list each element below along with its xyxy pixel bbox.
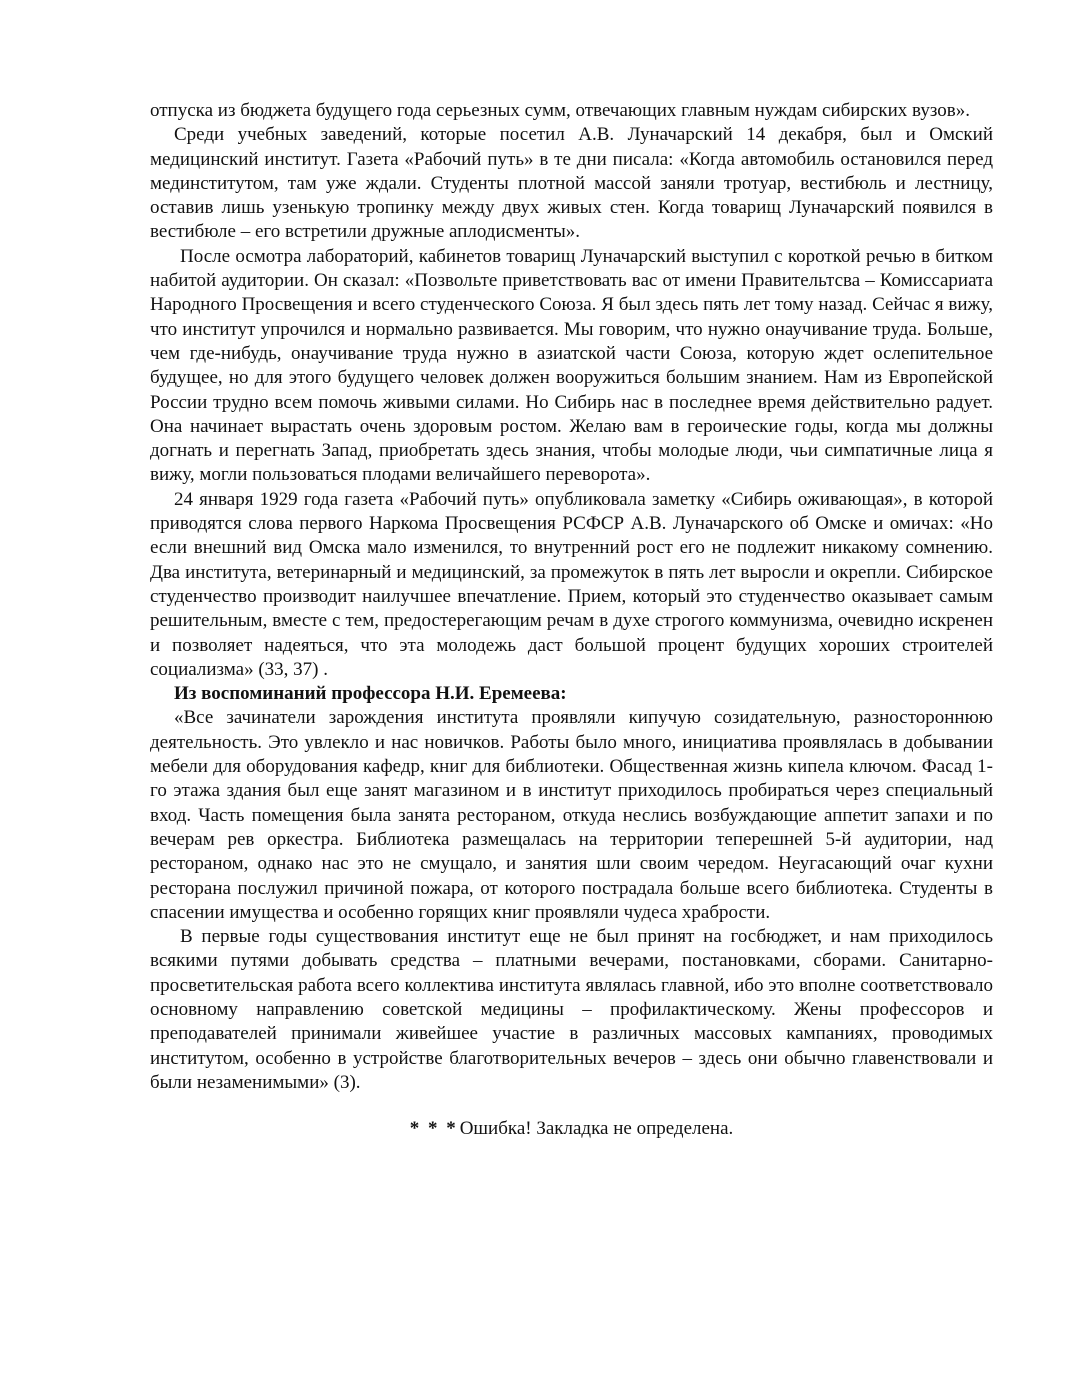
footer-error-line [150, 1117, 993, 1141]
section-separator-stars: * * * [409, 1118, 458, 1140]
paragraph-memoir-founders: «Все зачинатели зарождения института проявляли кипучую созидательную, разностороннюю деятельность. Это увлекло и нас новичков. Работы было много, инициатива проявлялась в добывании мебели для оборудования кафедр, книг для библиотеки. Общественная жизнь кипела ключом. Фасад 1-го этажа здания был еще занят магазином и в институт приходилось пробираться через специальный вход. Часть помещения была занята рестораном, откуда неслись возбуждающие аппетит запахи и по вечерам рев оркестра. Библиотека размещалась на территории теперешней 5-й аудитории, над рестораном, однако нас это не смущало, и занятия шли своим чередом. Неугасающий очаг кухни ресторана послужил причиной пожара, от которого пострадала больше всего библиотека. Студенты в спасении имущества и особенно горящих книг проявляли чудеса храбрости. [150, 707, 993, 923]
bookmark-error-text: Ошибка! Закладка не определена. [459, 1118, 734, 1140]
document-page [150, 99, 993, 1141]
paragraph-memoir-early-years: В первые годы существования институт еще не был принят на госбюджет, и нам приходилось всякими путями добывать средства – платными вечерами, постановками, сборами. Санитарно-просветительская работа всего коллектива института являлась главной, ибо это вполне соответствовало основному направлению советской медицины – профилактическому. Жены профессоров и преподавателей принимали живейшее участие в различных массовых кампаниях, проводимых институтом, особенно в устройстве благотворительных вечеров – здесь они обычно главенствовали и были незаменимыми» (3). [150, 926, 993, 1093]
paragraph-institutions-visit: Среди учебных заведений, которые посетил А.В. Луначарский 14 декабря, был и Омский медицинский институт. Газета «Рабочий путь» в те дни писала: «Когда автомобиль остановился перед мединститутом, там уже ждали. Студенты плотной массой заняли тротуар, вестибюль и лестницу, оставив лишь узенькую тропинку между двух живых стен. Когда товарищ Луначарский появился в вестибюле – его встретили дружные аплодисменты». [150, 124, 993, 243]
paragraph-newspaper-note: 24 января 1929 года газета «Рабочий путь» опубликовала заметку «Сибирь оживающая», в которой приводятся слова первого Наркома Просвещения РСФСР А.В. Луначарского об Омске и омичах: «Но если внешний вид Омска мало изменился, то внутренний рост его не подлежит никакому сомнению. Два института, ветеринарный и медицинский, за промежуток в пять лет выросли и окрепли. Сибирское студенчество производит наилучшее впечатление. Прием, который это студенчество оказывает самым решительным, вместе с тем, предостерегающим речам в духе строгого коммунизма, очевидно искренен и позволяет надеяться, что эта молодежь даст большой процент будущих хороших строителей социализма» (33, 37) . [150, 488, 993, 680]
paragraph-lunacharsky-speech: После осмотра лабораторий, кабинетов товарищ Луначарский выступил с короткой речью в битком набитой аудитории. Он сказал: «Позвольте приветствовать вас от имени Правительтсва – Комиссариата Народного Просвещения и всего студенческого Союза. Я был здесь пять лет тому назад. Сейчас я вижу, что институт упрочился и нормально развивается. Мы говорим, что нужно онаучивание труда. Больше, чем где-нибудь, онаучивание труда нужно в азиатской части Союза, которую ждет ослепительное будущее, но для этого будущего человек должен вооружиться большим знанием. Нам из Европейской России трудно всем помочь живыми силами. Но Сибирь нас в последнее время действительно радует. Она начинает вырастать очень здоровым ростом. Желаю вам в героические годы, когда мы должны догнать и перегнать Запад, приобретать здесь знания, чтобы молодые люди, чьи симпатичные лица я вижу, могли пользоваться плодами величайшего переворота». [150, 245, 993, 486]
section-heading: Из воспоминаний профессора Н.И. Еремеева: [174, 683, 567, 705]
paragraph-budget: отпуска из бюджета будущего года серьезных сумм, отвечающих главным нуждам сибирских вузов». [150, 100, 970, 121]
